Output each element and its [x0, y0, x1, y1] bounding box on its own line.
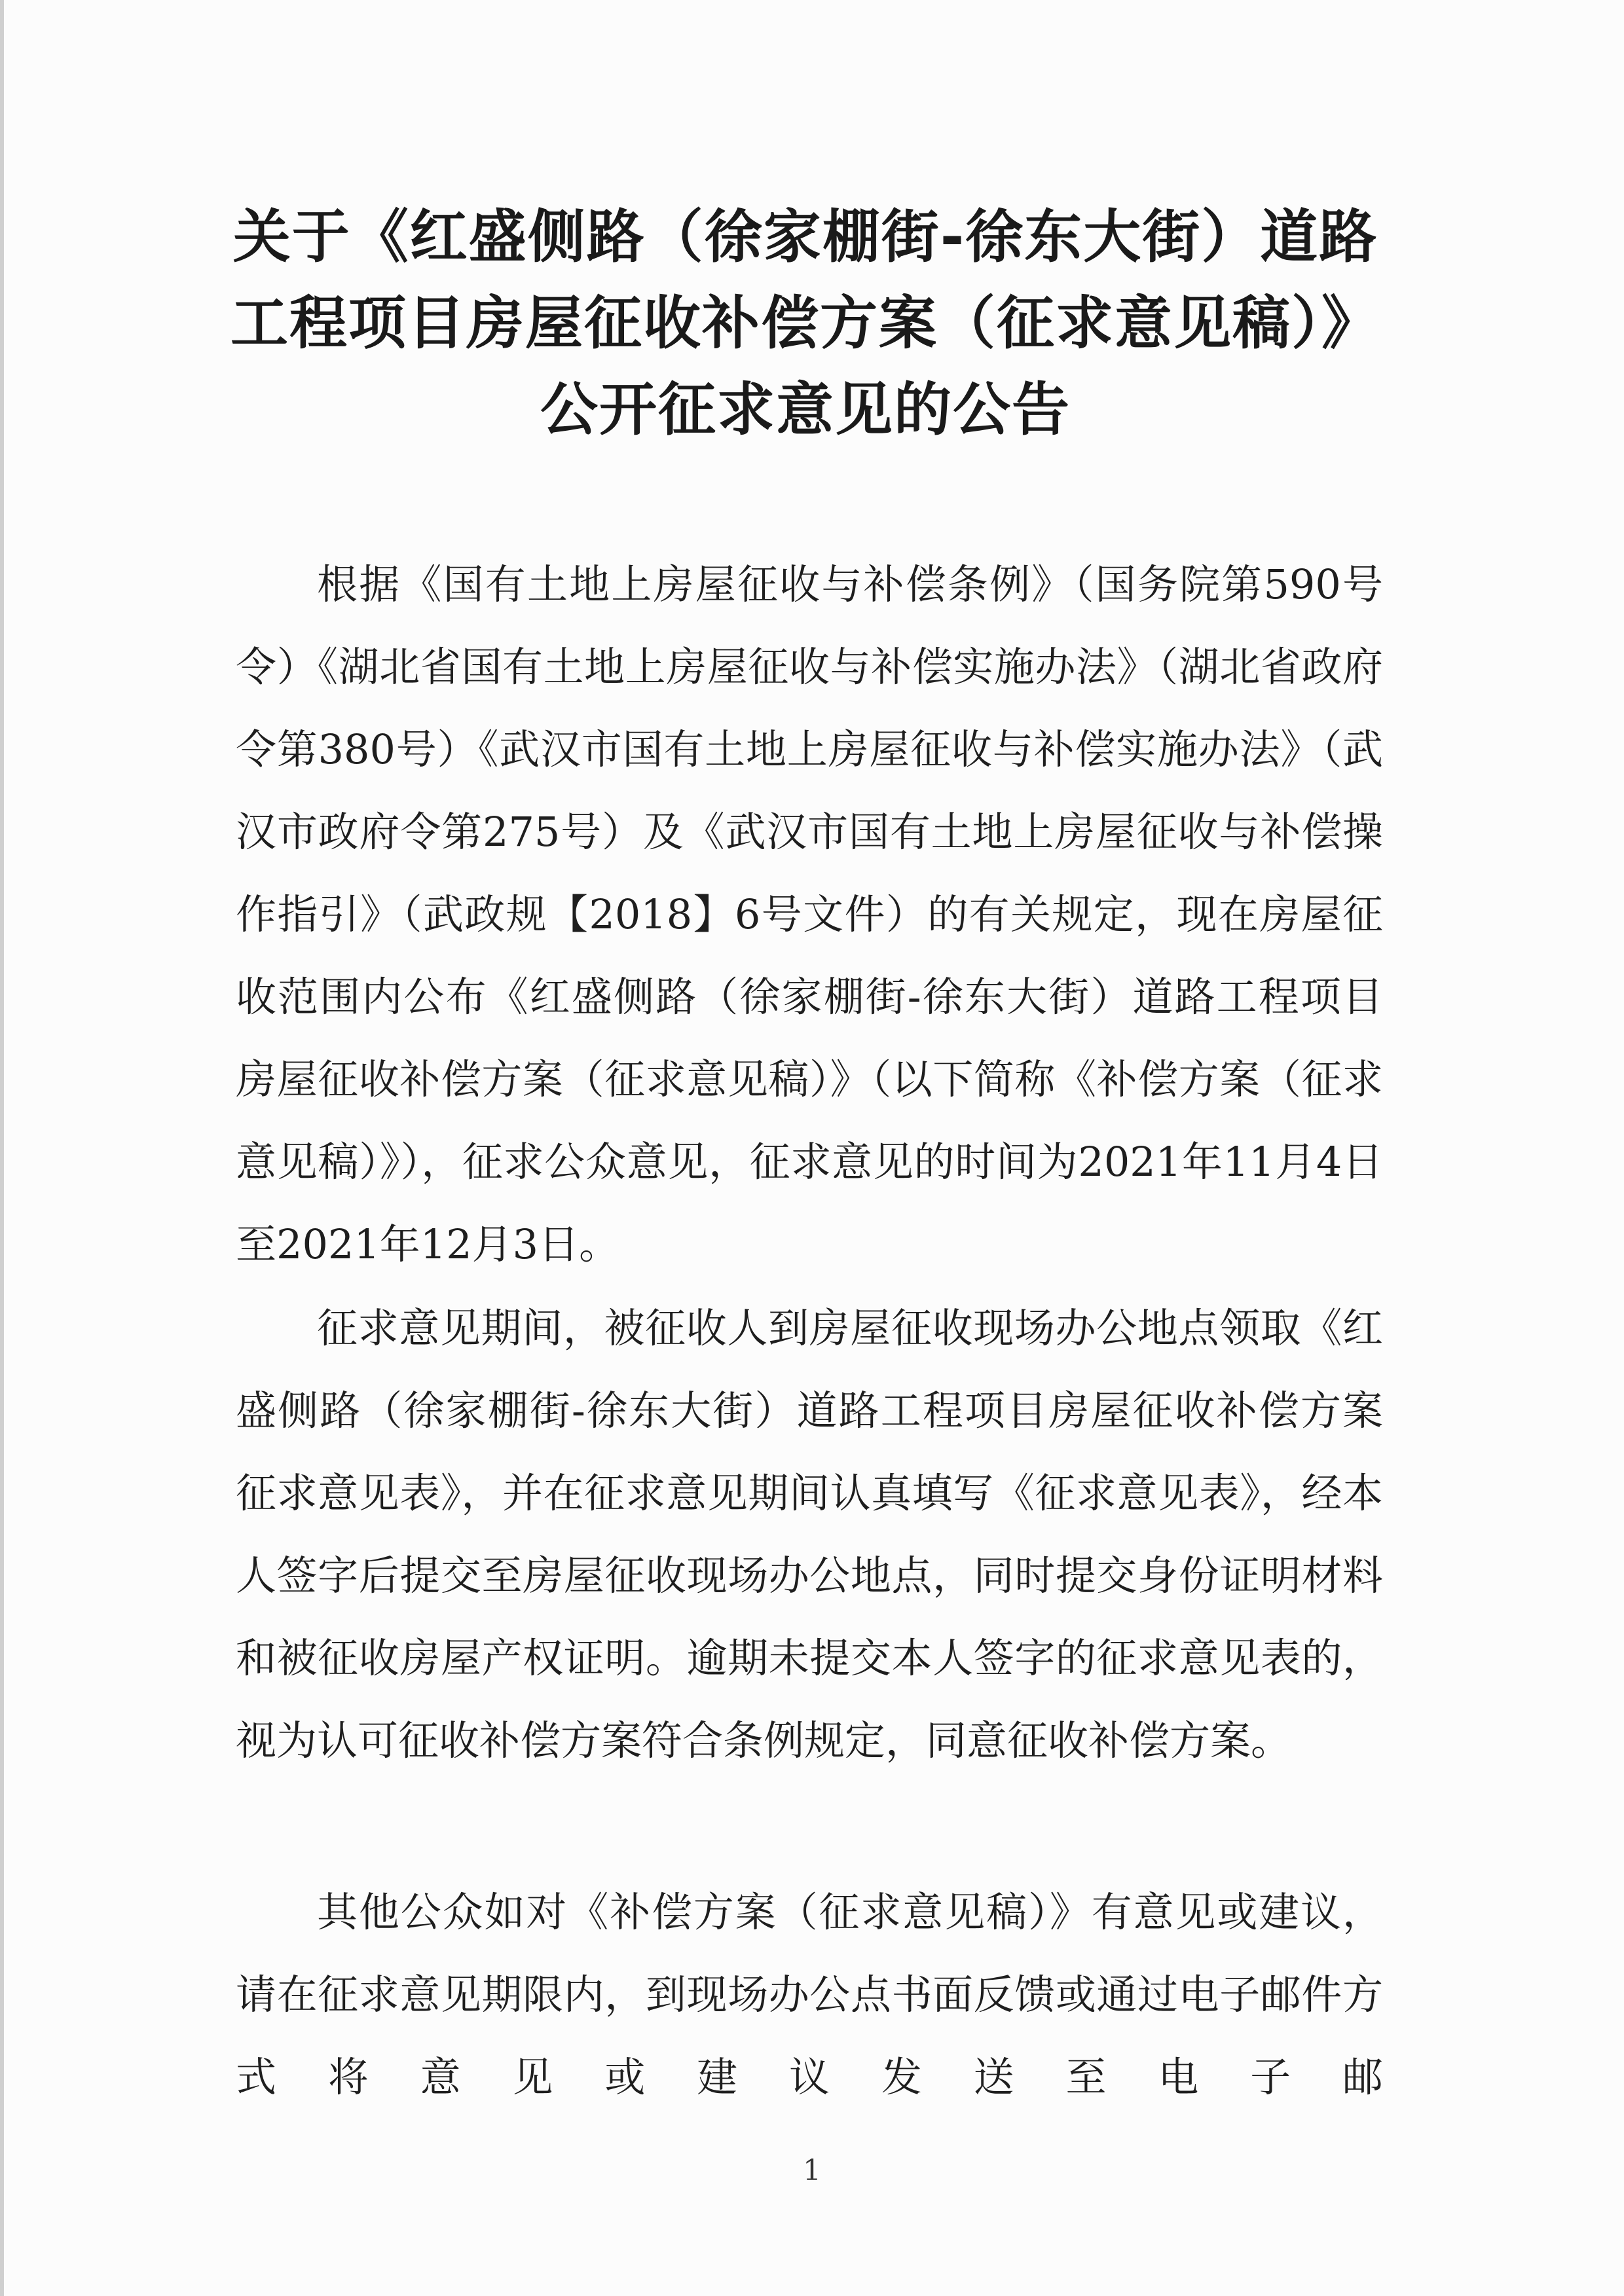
paragraph-comment-period — [236, 1287, 1383, 1782]
paragraph-2-text: 征求意见期间，被征收人到房屋征收现场办公地点领取《红盛侧路（徐家棚街-徐东大街）道路工程项目房屋征收补偿方案征求意见表》，并在征求意见期间认真填写《征求意见表》，经本人签字后提交至房屋征收现场办公地点，同时提交身份证明材料和被征收房屋产权证明。逾期未提交本人签字的征求意见表的，视为认可征收补偿方案符合条例规定，同意征收补偿方案。 — [236, 1304, 1383, 1764]
title-line-1: 关于《红盛侧路（徐家棚街-徐东大街）道路 — [232, 203, 1378, 270]
notice-title — [216, 194, 1395, 453]
title-line-3: 公开征求意见的公告 — [540, 376, 1071, 443]
paragraph-legal-basis — [236, 543, 1383, 1286]
paragraph-1-text: 根据《国有土地上房屋征收与补偿条例》（国务院第590号令）《湖北省国有土地上房屋征收与补偿实施办法》（湖北省政府令第380号）《武汉市国有土地上房屋征收与补偿实施办法》（武汉市政府令第275号）及《武汉市国有土地上房屋征收与补偿操作指引》（武政规【2018】6号文件）的有关规定，现在房屋征收范围内公布《红盛侧路（徐家棚街-徐东大街）道路工程项目房屋征收补偿方案（征求意见稿）》（以下简称《补偿方案（征求意见稿）》），征求公众意见，征求意见的时间为2021年11月4日至2021年12月3日。 — [236, 560, 1383, 1268]
scan-edge — [0, 0, 4, 2296]
paragraph-3-text: 其他公众如对《补偿方案（征求意见稿）》有意见或建议，请在征求意见期限内，到现场办公点书面反馈或通过电子邮件方式将意见或建议发送至电子邮 — [236, 1888, 1383, 2101]
paragraph-public-feedback — [236, 1871, 1383, 2119]
title-line-2: 工程项目房屋征收补偿方案（征求意见稿）》 — [230, 289, 1380, 357]
page-number: 1 — [803, 2154, 821, 2187]
